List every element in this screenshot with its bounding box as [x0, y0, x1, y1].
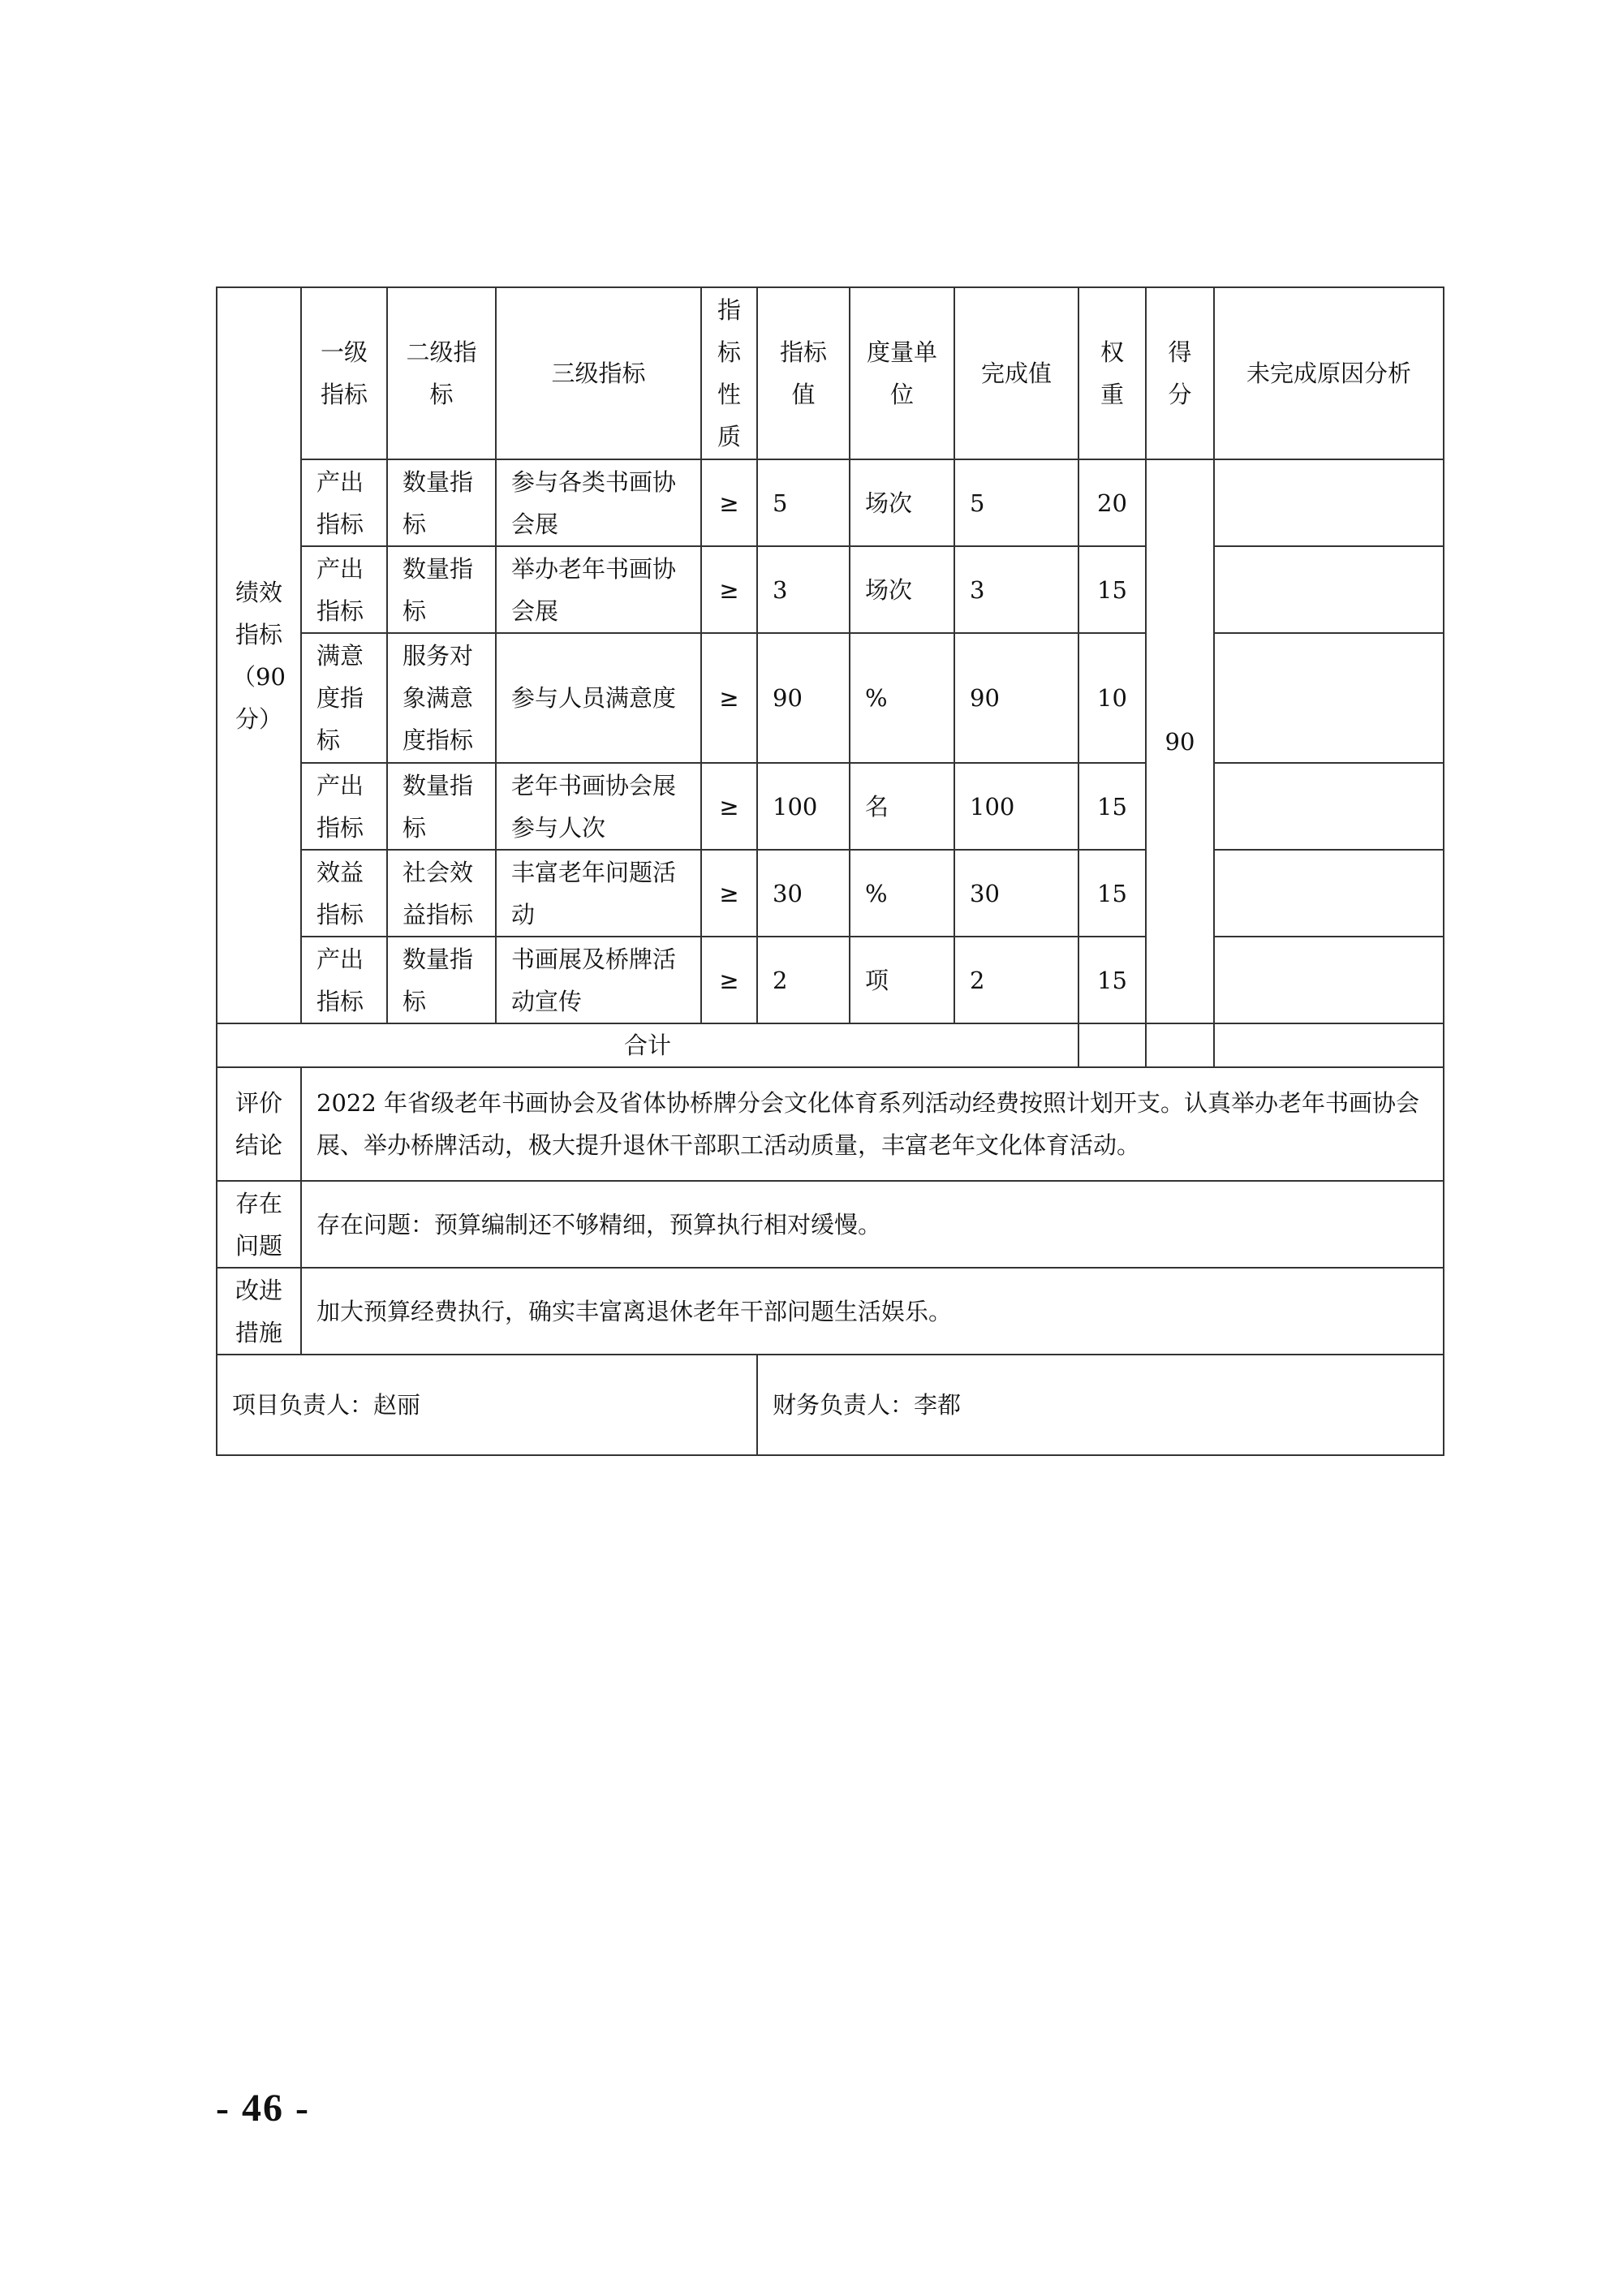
row-level2: 服务对象满意度指标 [387, 633, 496, 763]
header-actual: 完成值 [954, 287, 1078, 459]
section-label: 绩效指标（90分） [217, 287, 301, 1023]
improvements-text: 加大预算经费执行，确实丰富离退休老年干部问题生活娱乐。 [301, 1268, 1444, 1355]
total-score [1146, 1023, 1214, 1067]
problems-row [217, 1181, 1444, 1268]
evaluation-row [217, 1067, 1444, 1181]
row-unit: 场次 [850, 546, 954, 633]
row-target: 3 [757, 546, 850, 633]
row-unit: % [850, 633, 954, 763]
row-unit: 项 [850, 937, 954, 1023]
row-unit: % [850, 850, 954, 937]
row-reason [1214, 937, 1444, 1023]
improvements-label: 改进措施 [217, 1268, 301, 1355]
total-reason [1214, 1023, 1444, 1067]
evaluation-text: 2022 年省级老年书画协会及省体协桥牌分会文化体育系列活动经费按照计划开支。认真举办老年书画协会展、举办桥牌活动，极大提升退休干部职工活动质量，丰富老年文化体育活动。 [301, 1067, 1444, 1181]
row-unit: 名 [850, 763, 954, 850]
table-row [217, 937, 1444, 1023]
row-level3: 书画展及桥牌活动宣传 [496, 937, 701, 1023]
row-nature: ≥ [701, 546, 757, 633]
row-unit: 场次 [850, 459, 954, 546]
header-weight: 权重 [1078, 287, 1146, 459]
problems-text: 存在问题：预算编制还不够精细，预算执行相对缓慢。 [301, 1181, 1444, 1268]
row-actual: 100 [954, 763, 1078, 850]
row-actual: 30 [954, 850, 1078, 937]
problems-label: 存在问题 [217, 1181, 301, 1268]
row-target: 90 [757, 633, 850, 763]
signature-row [217, 1355, 1444, 1455]
row-level3: 老年书画协会展参与人次 [496, 763, 701, 850]
row-level2: 数量指标 [387, 937, 496, 1023]
row-target: 100 [757, 763, 850, 850]
performance-table [216, 286, 1444, 1456]
row-level1: 产出指标 [301, 459, 387, 546]
row-nature: ≥ [701, 459, 757, 546]
row-level1: 产出指标 [301, 763, 387, 850]
table-row [217, 633, 1444, 763]
header-level2: 二级指标 [387, 287, 496, 459]
row-weight: 10 [1078, 633, 1146, 763]
row-nature: ≥ [701, 850, 757, 937]
total-weight [1078, 1023, 1146, 1067]
total-label: 合计 [217, 1023, 1078, 1067]
row-target: 2 [757, 937, 850, 1023]
row-level2: 数量指标 [387, 763, 496, 850]
row-weight: 15 [1078, 937, 1146, 1023]
row-level3: 参与人员满意度 [496, 633, 701, 763]
row-weight: 15 [1078, 763, 1146, 850]
row-nature: ≥ [701, 937, 757, 1023]
row-reason [1214, 546, 1444, 633]
table-row [217, 850, 1444, 937]
header-level1: 一级指标 [301, 287, 387, 459]
row-level1: 效益指标 [301, 850, 387, 937]
improvements-row [217, 1268, 1444, 1355]
row-level3: 丰富老年问题活动 [496, 850, 701, 937]
row-level1: 满意度指标 [301, 633, 387, 763]
row-target: 5 [757, 459, 850, 546]
row-actual: 5 [954, 459, 1078, 546]
header-target: 指标值 [757, 287, 850, 459]
row-level1: 产出指标 [301, 937, 387, 1023]
total-row [217, 1023, 1444, 1067]
table-row [217, 546, 1444, 633]
row-target: 30 [757, 850, 850, 937]
row-reason [1214, 633, 1444, 763]
header-level3: 三级指标 [496, 287, 701, 459]
header-nature: 指标性质 [701, 287, 757, 459]
row-actual: 2 [954, 937, 1078, 1023]
score-cell: 90 [1146, 459, 1214, 1023]
header-reason: 未完成原因分析 [1214, 287, 1444, 459]
row-weight: 15 [1078, 546, 1146, 633]
row-weight: 20 [1078, 459, 1146, 546]
row-actual: 90 [954, 633, 1078, 763]
row-actual: 3 [954, 546, 1078, 633]
page-number: - 46 - [216, 2087, 310, 2130]
row-level2: 社会效益指标 [387, 850, 496, 937]
header-unit: 度量单位 [850, 287, 954, 459]
row-weight: 15 [1078, 850, 1146, 937]
table-row [217, 459, 1444, 546]
row-level2: 数量指标 [387, 546, 496, 633]
header-row [217, 287, 1444, 459]
row-level3: 参与各类书画协会展 [496, 459, 701, 546]
row-reason [1214, 763, 1444, 850]
row-reason [1214, 850, 1444, 937]
row-reason [1214, 459, 1444, 546]
evaluation-label: 评价结论 [217, 1067, 301, 1181]
row-nature: ≥ [701, 763, 757, 850]
row-level3: 举办老年书画协会展 [496, 546, 701, 633]
row-nature: ≥ [701, 633, 757, 763]
header-score: 得分 [1146, 287, 1214, 459]
finance-lead: 财务负责人：李都 [757, 1355, 1444, 1455]
table-row [217, 763, 1444, 850]
project-lead: 项目负责人：赵丽 [217, 1355, 757, 1455]
row-level2: 数量指标 [387, 459, 496, 546]
row-level1: 产出指标 [301, 546, 387, 633]
